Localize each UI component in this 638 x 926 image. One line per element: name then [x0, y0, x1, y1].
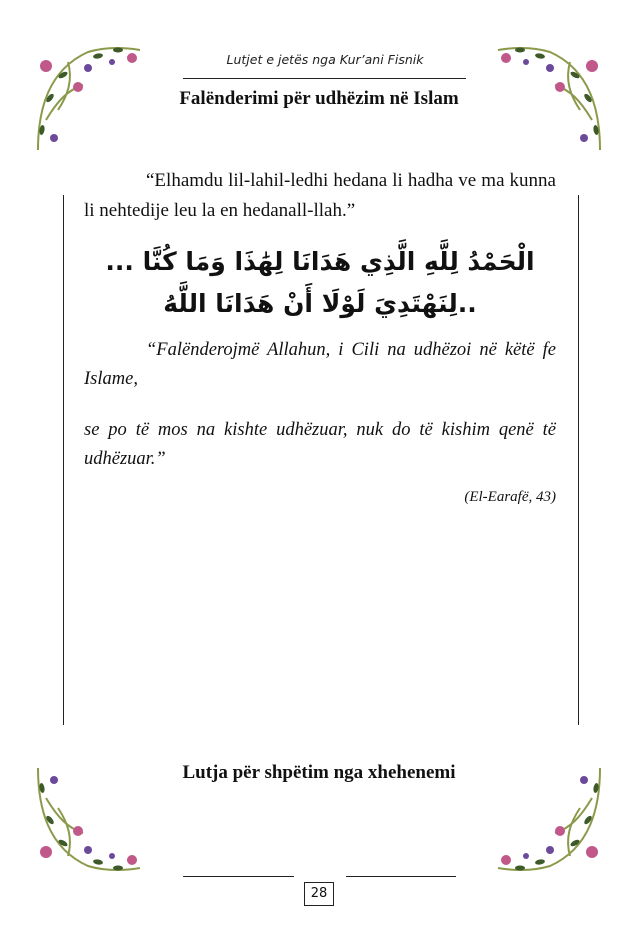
arabic-verse-line-1: الْحَمْدُ لِلَّهِ الَّذِي هَدَانَا لِهَٰذَا وَمَا كُنَّا ... — [105, 247, 535, 276]
translation-paragraph-2: se po të mos na kishte udhëzuar, nuk do të kishim qenë të udhëzuar.” — [84, 420, 556, 469]
verse-reference: (El-Earafë, 43) — [464, 489, 556, 505]
frame-left-border — [63, 195, 64, 725]
footer-rule-right — [346, 876, 456, 877]
page-number: 28 — [304, 882, 334, 906]
running-header: Lutjet e jetës nga Kur’ani Fisnik — [226, 52, 424, 67]
footer-rule-left — [183, 876, 294, 877]
transliteration-text: “Elhamdu lil-lahil-ledhi hedana li hadha ve ma kunna li nehtedije leu la en hedanall-llah.” — [84, 170, 556, 221]
translation-paragraph-1: “Falënderojmë Allahun, i Cili na udhëzoi në këtë fe Islame, — [84, 340, 556, 389]
section-title: Falënderimi për udhëzim në Islam — [179, 88, 459, 109]
header-rule — [183, 78, 466, 79]
next-section-title: Lutja për shpëtim nga xhehenemi — [182, 762, 456, 783]
frame-right-border — [578, 195, 579, 725]
arabic-verse-line-2: ..لِنَهْتَدِيَ لَوْلَا أَنْ هَدَانَا اللَّهُ — [163, 289, 477, 318]
